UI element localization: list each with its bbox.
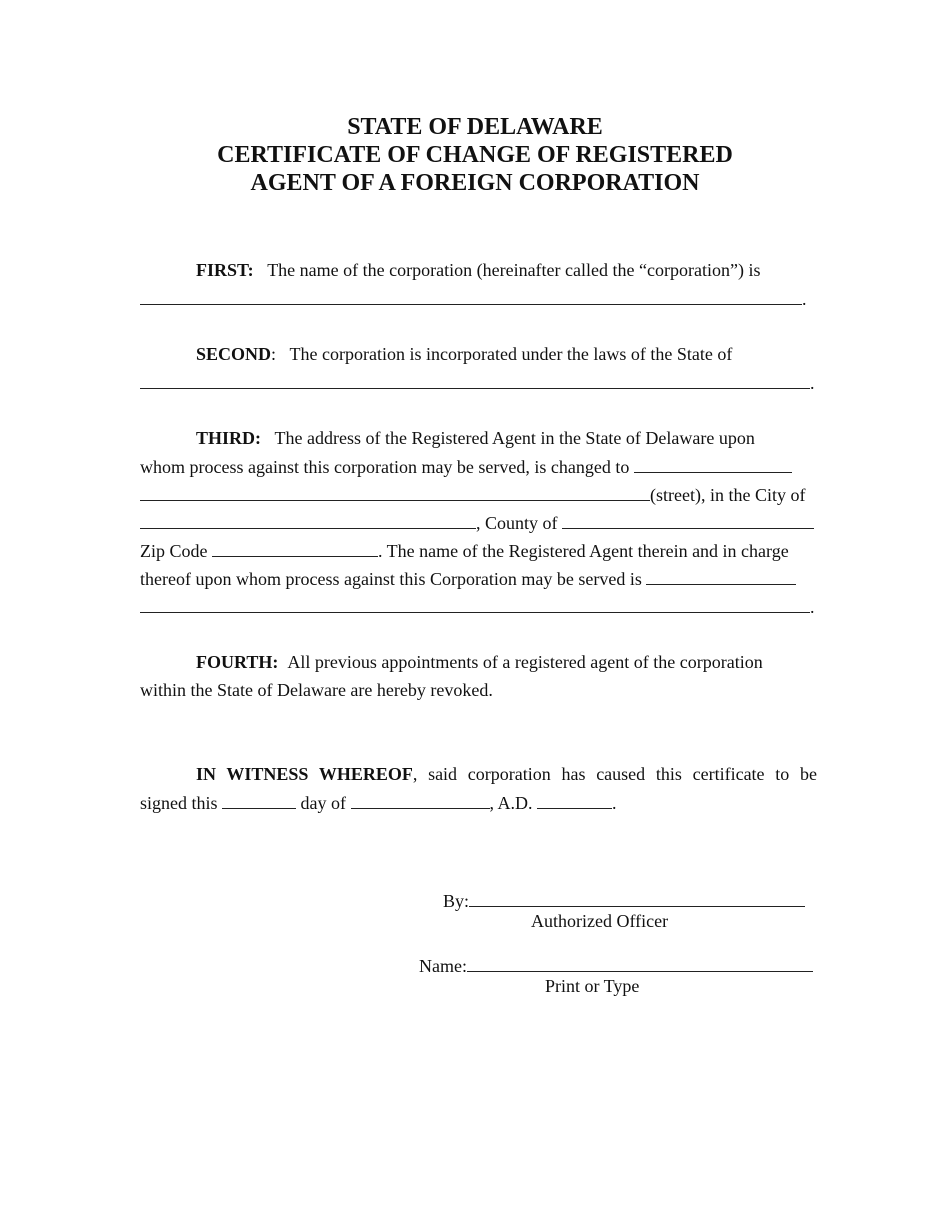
third-paragraph-line3 [140, 483, 805, 506]
zip-code-blank[interactable] [212, 539, 378, 557]
county-blank[interactable] [562, 511, 814, 529]
street-address-blank[interactable] [140, 483, 650, 501]
county-label: , County of [476, 513, 558, 533]
corporation-name-blank[interactable] [140, 287, 802, 305]
second-paragraph-line2 [140, 371, 815, 394]
first-text: The name of the corporation (hereinafter called the “corporation”) is [267, 260, 761, 280]
by-signature-line [443, 889, 805, 912]
third-paragraph-line2 [140, 455, 792, 478]
third-text2: whom process against this corporation may be served, is changed to [140, 457, 630, 477]
state-of-incorporation-blank[interactable] [140, 371, 810, 389]
fourth-text2: within the State of Delaware are hereby revoked. [140, 680, 493, 700]
day-blank[interactable] [222, 791, 296, 809]
third-paragraph-line4 [140, 511, 814, 534]
authorized-officer-caption: Authorized Officer [531, 911, 669, 931]
third-text1: The address of the Registered Agent in the State of Delaware upon [274, 428, 755, 448]
witness-paragraph-line2 [140, 791, 617, 814]
first-paragraph-line2 [140, 287, 807, 310]
first-paragraph-line1 [196, 259, 760, 281]
third-label: THIRD: [196, 428, 262, 448]
title-agent: AGENT OF A FOREIGN CORPORATION [250, 170, 700, 196]
second-label: SECOND [196, 344, 272, 364]
third-paragraph-line6 [140, 567, 796, 590]
third-text3: . The name of the Registered Agent therein and in charge [378, 541, 789, 561]
third-text4: thereof upon whom process against this Corporation may be served is [140, 569, 642, 589]
name-label: Name: [419, 956, 467, 976]
witness-text1: , said corporation has caused this certificate to be [412, 764, 817, 784]
second-text: The corporation is incorporated under the laws of the State of [289, 344, 733, 364]
second-paragraph-line1 [196, 343, 732, 365]
day-of-label: day of [300, 793, 346, 813]
officer-signature-blank[interactable] [469, 889, 805, 907]
by-label: By: [443, 891, 470, 911]
zip-code-label: Zip Code [140, 541, 208, 561]
first-label: FIRST: [196, 260, 254, 280]
fourth-label: FOURTH: [196, 652, 279, 672]
second-colon: : [271, 344, 277, 364]
ad-label: , A.D. [489, 793, 533, 813]
fourth-text1: All previous appointments of a registered agent of the corporation [287, 652, 763, 672]
fourth-paragraph-line2 [140, 679, 493, 701]
first-end: . [802, 289, 807, 309]
witness-end: . [612, 793, 617, 813]
print-or-type-caption: Print or Type [545, 976, 640, 996]
witness-label: IN WITNESS WHEREOF [196, 764, 413, 784]
third-paragraph-line1 [196, 427, 755, 449]
third-end: . [810, 597, 815, 617]
title-certificate: CERTIFICATE OF CHANGE OF REGISTERED [217, 142, 733, 168]
city-blank[interactable] [140, 511, 476, 529]
street-label: (street), in the City of [650, 485, 806, 505]
name-signature-line [419, 954, 813, 977]
officer-name-blank[interactable] [467, 954, 813, 972]
title-state: STATE OF DELAWARE [347, 114, 603, 140]
fourth-paragraph-line1 [196, 651, 763, 673]
year-blank[interactable] [537, 791, 612, 809]
third-paragraph-line5 [140, 539, 789, 562]
agent-name-blank-start[interactable] [646, 567, 796, 585]
signed-this-label: signed this [140, 793, 218, 813]
month-blank[interactable] [351, 791, 490, 809]
second-end: . [810, 373, 815, 393]
agent-name-blank[interactable] [140, 595, 810, 613]
street-address-blank-start[interactable] [634, 455, 792, 473]
third-paragraph-line7 [140, 595, 815, 618]
witness-paragraph-line1 [196, 763, 817, 785]
